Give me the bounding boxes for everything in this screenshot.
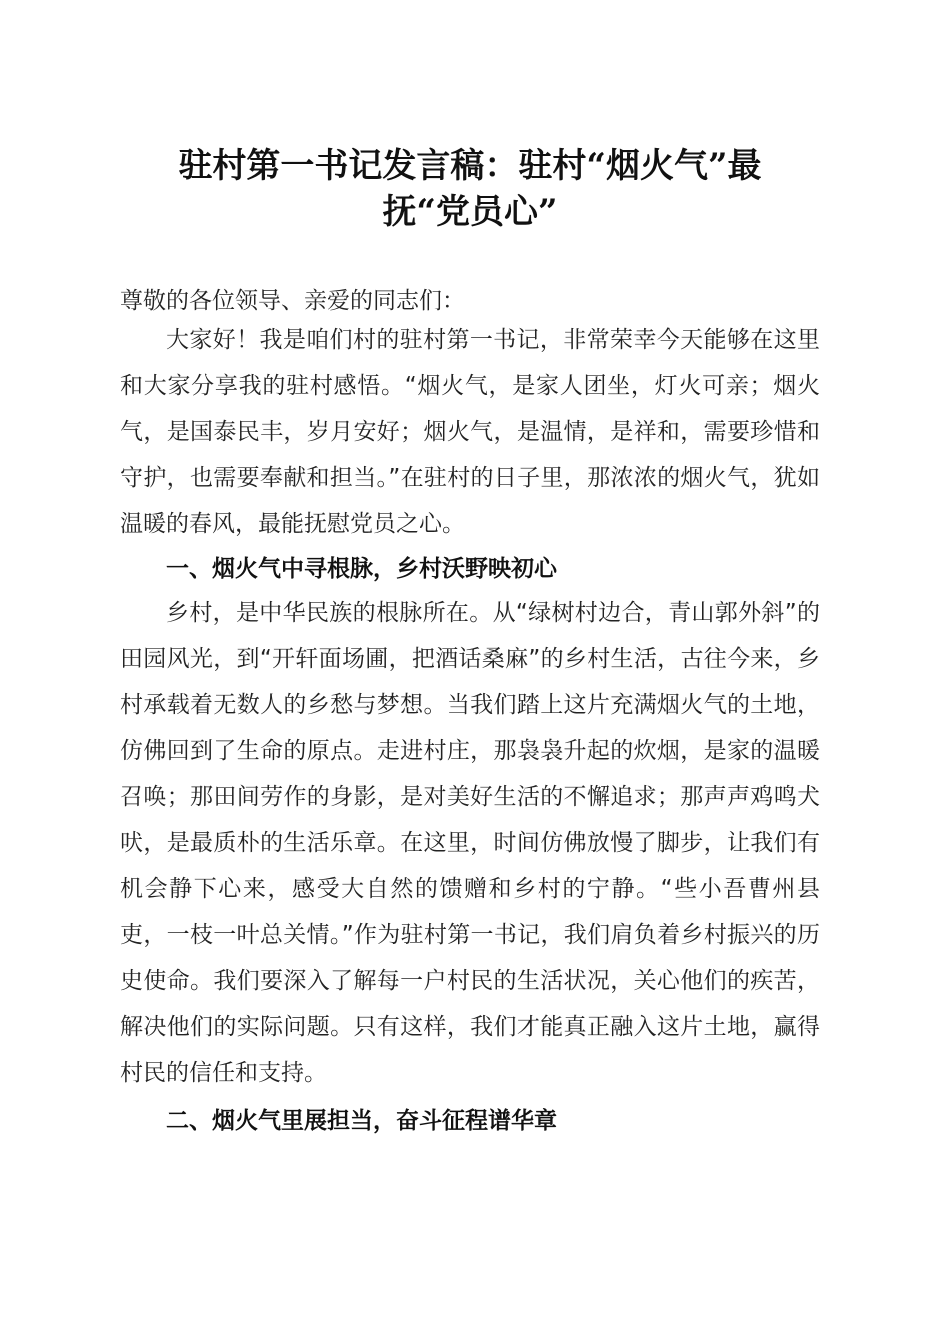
paragraph-section-1: 乡村，是中华民族的根脉所在。从“绿树村边合，青山郭外斜”的田园风光，到“开轩面场圃，把酒话桑麻”的乡村生活，古往今来，乡村承载着无数人的乡愁与梦想。当我们踏上这片充满烟火气的土地，仿佛回到了生命的原点。走进村庄，那袅袅升起的炊烟，是家的温暖召唤；那田间劳作的身影，是对美好生活的不懈追求；那声声鸡鸣犬吠，是最质朴的生活乐章。在这里，时间仿佛放慢了脚步，让我们有机会静下心来，感受大自然的馈赠和乡村的宁静。“些小吾曹州县吏，一枝一叶总关情。”作为驻村第一书记，我们肩负着乡村振兴的历史使命。我们要深入了解每一户村民的生活状况，关心他们的疾苦，解决他们的实际问题。只有这样，我们才能真正融入这片土地，赢得村民的信任和支持。: [120, 600, 820, 1086]
document-title-line2: 抚“党员心”: [382, 192, 558, 232]
section-heading-1: 一、烟火气中寻根脉，乡村沃野映初心: [166, 556, 557, 582]
document-title-line1: 驻村第一书记发言稿：驻村“烟火气”最: [178, 146, 762, 186]
section-heading-2: 二、烟火气里展担当，奋斗征程谱华章: [166, 1108, 557, 1134]
paragraph-intro: 大家好！我是咱们村的驻村第一书记，非常荣幸今天能够在这里和大家分享我的驻村感悟。“烟火气，是家人团坐，灯火可亲；烟火气，是国泰民丰，岁月安好；烟火气，是温情，是祥和，需要珍惜和守护，也需要奉献和担当。”在驻村的日子里，那浓浓的烟火气，犹如温暖的春风，最能抚慰党员之心。: [120, 327, 820, 537]
salutation: 尊敬的各位领导、亲爱的同志们：: [120, 288, 465, 314]
